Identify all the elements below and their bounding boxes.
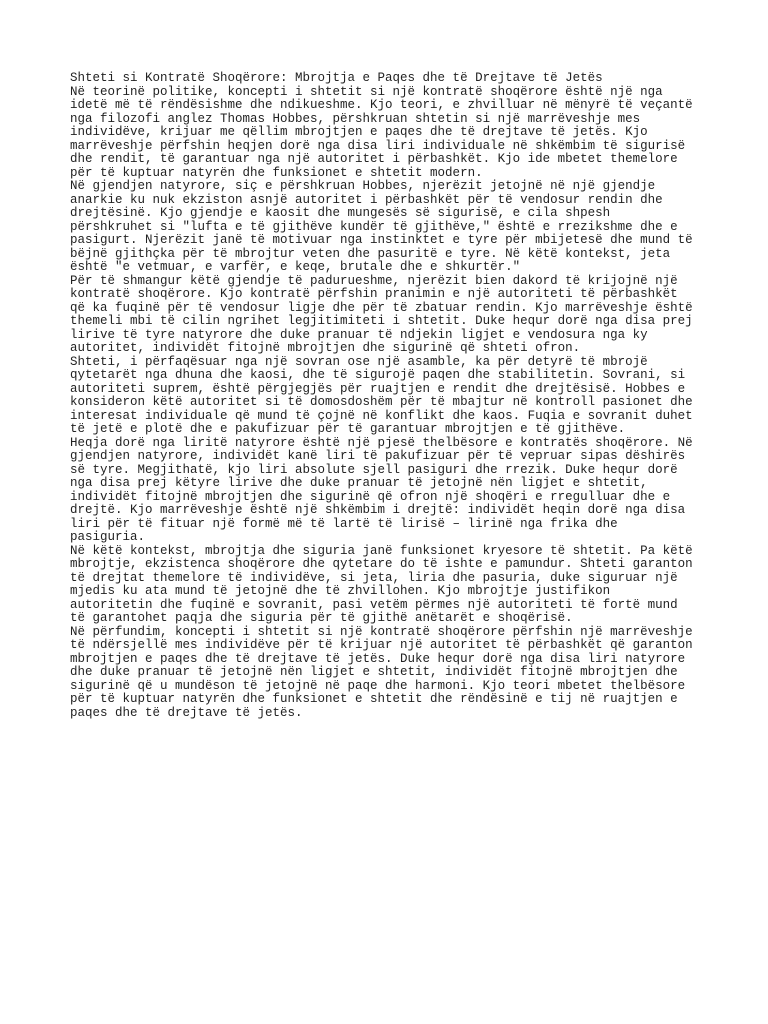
text-line: të ndërsjellë mes individëve për të krijuar një autoritet të përbashkët që garanton <box>70 638 693 652</box>
text-line: Heqja dorë nga liritë natyrore është një pjesë thelbësore e kontratës shoqërore. Në <box>70 435 693 450</box>
text-line: të garantohet paqja dhe siguria për të gjithë anëtarët e shoqërisë. <box>70 611 573 625</box>
text-line: marrëveshje përfshin heqjen dorë nga disa liri individuale në shkëmbim të sigurisë <box>70 138 686 153</box>
text-line: për të kuptuar natyrën dhe funksionet e shtetit modern. <box>70 165 483 180</box>
text-line: drejtësinë. Kjo gjendje e kaosit dhe mungesës së sigurisë, e cila shpesh <box>70 206 611 220</box>
text-line: gjendjen natyrore, individët kanë liri të pakufizuar për të vepruar sipas dëshirës <box>70 449 686 463</box>
text-line: idetë më të rëndësishme dhe ndikueshme. Kjo teori, e zhvilluar në mënyrë të veçantë <box>70 98 693 112</box>
text-line: autoritet, individët fitojnë mbrojtjen dhe sigurinë që shteti ofron. <box>70 341 581 355</box>
text-line: pasigurt. Njerëzit janë të motivuar nga instinktet e tyre për mbijetesë dhe mund të <box>70 233 693 247</box>
text-line: Në teorinë politike, koncepti i shtetit si një kontratë shoqërore është një nga <box>70 84 663 99</box>
text-line: është "e vetmuar, e varfër, e keqe, brutale dhe e shkurtër." <box>70 260 521 274</box>
document-page <box>70 72 710 720</box>
text-line: dhe duke pranuar të jetojnë nën ligjet e shtetit, individët fitojnë mbrojtjen dhe <box>70 665 678 679</box>
text-line: Shteti, i përfaqësuar nga një sovran ose një asamble, ka për detyrë të mbrojë <box>70 354 648 369</box>
text-line: nga filozofi anglez Thomas Hobbes, përshkruan shtetin si një marrëveshje mes <box>70 111 641 126</box>
text-line: mbrojtjen e paqes dhe të drejtave të jetës. Duke hequr dorë nga disa liri natyrore <box>70 651 686 666</box>
text-line: sigurinë që u mundëson të jetojnë në paqe dhe harmoni. Kjo teori mbetet thelbësore <box>70 678 686 693</box>
text-line: përshkruhet si "lufta e të gjithëve kundër të gjithëve," është e rrezikshme dhe e <box>70 219 678 234</box>
text-line: bëjnë gjithçka për të mbrojtur veten dhe pasuritë e tyre. Në këtë kontekst, jeta <box>70 246 671 261</box>
text-line: themeli mbi të cilin ngrihet legjitimiteti i shtetit. Duke hequr dorë nga disa prej <box>70 314 693 328</box>
text-line: anarkie ku nuk ekziston asnjë autoritet i përbashkët për të vendosur rendin dhe <box>70 192 663 207</box>
text-line: qytetarët nga dhuna dhe kaosi, dhe të sigurojë paqen dhe stabilitetin. Sovrani, si <box>70 368 686 382</box>
text-line: të jetë e plotë dhe e pakufizuar për të garantuar mbrojtjen e të gjithëve. <box>70 422 626 436</box>
text-line: dhe rendit, të garantuar nga një autoritet i përbashkët. Kjo ide mbetet themelore <box>70 152 678 166</box>
document-title: Shteti si Kontratë Shoqërore: Mbrojtja e Paqes dhe të Drejtave të Jetës <box>70 71 603 85</box>
text-line: interesat individuale që mund të çojnë në konflikt dhe kaos. Fuqia e sovranit duhet <box>70 408 693 423</box>
text-line: autoriteti suprem, është përgjegjës për ruajtjen e rendit dhe drejtësisë. Hobbes e <box>70 381 686 396</box>
text-line: Në këtë kontekst, mbrojtja dhe siguria janë funksionet kryesore të shtetit. Pa këtë <box>70 543 693 558</box>
text-line: kontratë shoqërore. Kjo kontratë përfshin pranimin e një autoriteti të përbashkët <box>70 287 678 301</box>
text-line: së tyre. Megjithatë, kjo liri absolute sjell pasiguri dhe rrezik. Duke hequr dorë <box>70 462 678 477</box>
text-line: liri për të fituar një formë më të lartë të lirisë – lirinë nga frika dhe <box>70 516 618 531</box>
text-line: mbrojtje, ekzistenca shoqërore dhe qytetare do të ishte e pamundur. Shteti garanton <box>70 557 693 571</box>
text-line: pasiguria. <box>70 530 146 544</box>
text-line: lirive të tyre natyrore dhe duke pranuar të ndjekin ligjet e vendosura nga ky <box>70 327 648 342</box>
text-line: konsideron këtë autoritet si të domosdoshëm për të mbajtur në kontroll pasionet dhe <box>70 395 693 409</box>
text-line: nga disa prej këtyre lirive dhe duke pranuar të jetojnë nën ligjet e shtetit, <box>70 476 648 490</box>
text-line: për të kuptuar natyrën dhe funksionet e shtetit dhe rëndësinë e tij në ruajtjen e <box>70 692 678 706</box>
text-line: individëve, krijuar me qëllim mbrojtjen e paqes dhe të drejtave të jetës. Kjo <box>70 125 648 139</box>
text-line: individët fitojnë mbrojtjen dhe sigurinë që ofron një shoqëri e rregulluar dhe e <box>70 489 671 504</box>
text-line: paqes dhe të drejtave të jetës. <box>70 705 303 720</box>
text-line: Për të shmangur këtë gjendje të padurueshme, njerëzit bien dakord të krijojnë një <box>70 273 678 288</box>
text-line: që ka fuqinë për të vendosur ligje dhe për të zbatuar rendin. Kjo marrëveshje është <box>70 300 693 315</box>
text-line: drejtë. Kjo marrëveshje është një shkëmbim i drejtë: individët heqin dorë nga disa <box>70 503 686 517</box>
text-line: autoritetin dhe fuqinë e sovranit, pasi vetëm përmes një autoriteti të fortë mund <box>70 597 678 612</box>
text-line: të drejtat themelore të individëve, si jeta, liria dhe pasuria, duke siguruar një <box>70 570 678 585</box>
text-line: Në gjendjen natyrore, siç e përshkruan Hobbes, njerëzit jetojnë në një gjendje <box>70 179 656 193</box>
text-line: mjedis ku ata mund të jetojnë dhe të zhvillohen. Kjo mbrojtje justifikon <box>70 584 611 598</box>
text-line: Në përfundim, koncepti i shtetit si një kontratë shoqërore përfshin një marrëveshje <box>70 624 693 639</box>
